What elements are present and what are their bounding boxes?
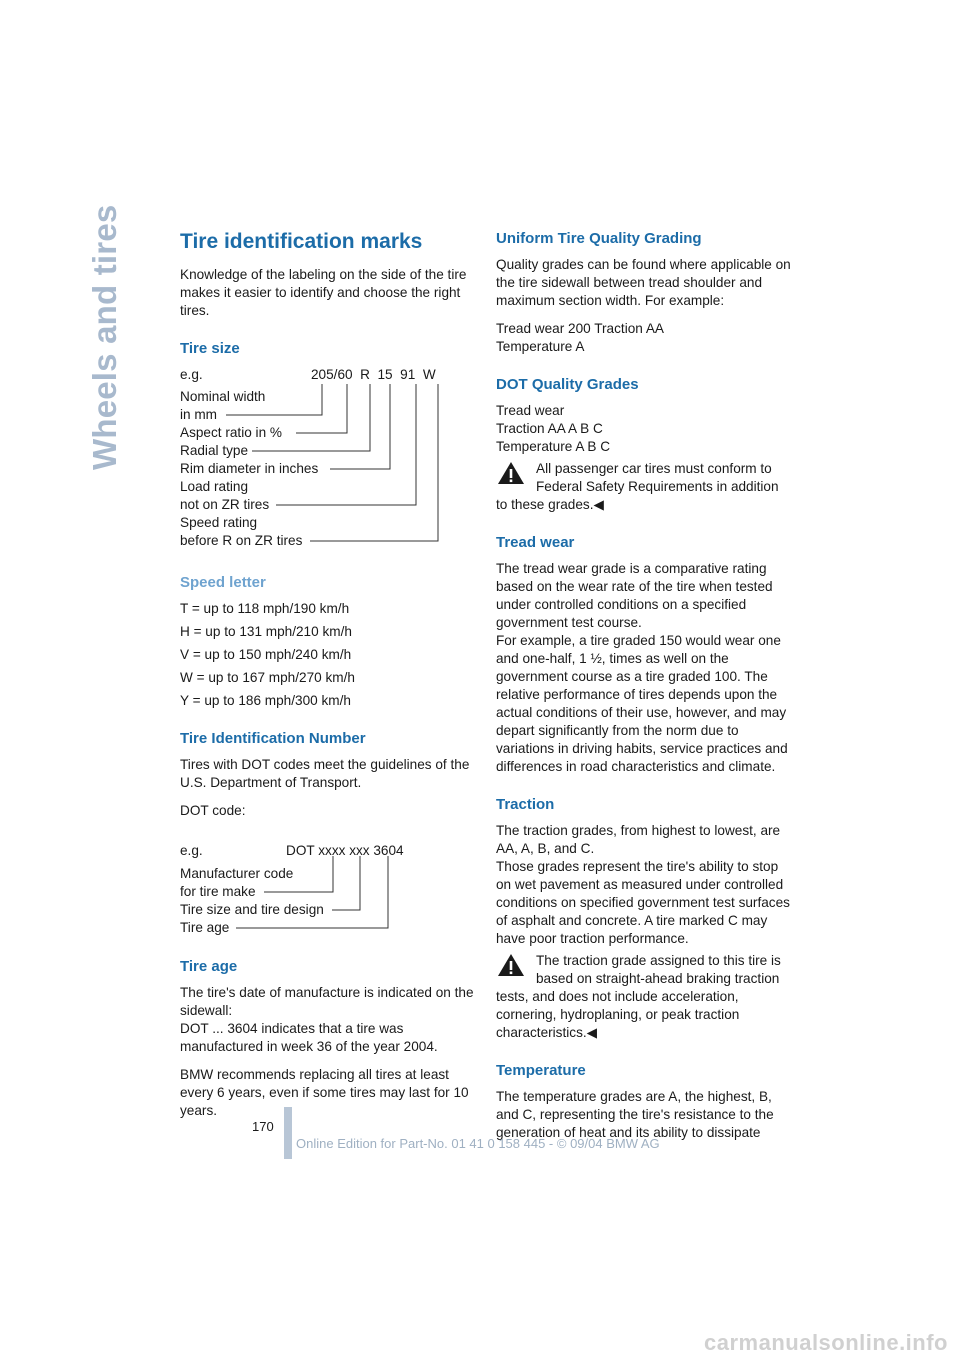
tin-heading: Tire Identification Number bbox=[180, 730, 366, 747]
tin-text: Tires with DOT codes meet the guidelines of the U.S. Department of Transport. bbox=[180, 757, 470, 790]
label-radial-type: Radial type bbox=[180, 443, 249, 458]
intro-text: Knowledge of the labeling on the side of the tire makes it easier to identify and choose the right tires. bbox=[180, 267, 467, 318]
footer-bar bbox=[284, 1107, 292, 1159]
label-speed-rating: Speed rating bbox=[180, 515, 258, 530]
label-load-rating: Load rating bbox=[180, 479, 249, 494]
footer-edition: Online Edition for Part-No. 01 41 0 158 445 - © 09/04 BMW AG bbox=[296, 1136, 660, 1151]
label-in-mm: in mm bbox=[180, 407, 218, 422]
tire-age-p1b: DOT ... 3604 indicates that a tire was manufactured in week 36 of the year 2004. bbox=[180, 1021, 438, 1054]
dot-grades-warning-text: All passenger car tires must conform to Federal Safety Requirements in addition bbox=[536, 461, 779, 494]
label-for-tire-make: for tire make bbox=[180, 884, 256, 899]
tire-size-eg: e.g. bbox=[180, 367, 203, 382]
tread-wear-text-2: For example, a tire graded 150 would wear one and one-half, 1 ½, times as well on the government course as a tire graded 100. The relative performance of tires depends upon the actual conditions of their use, however, and may depart significantly from the norm due to variations in driving habits, service practices and differences in road characteristics and climate. bbox=[496, 633, 788, 774]
warning-icon bbox=[496, 460, 526, 486]
watermark: carmanualsonline.info bbox=[704, 1330, 948, 1355]
label-not-on-zr: not on ZR tires bbox=[180, 497, 270, 512]
utqg-example-1: Tread wear 200 Traction AA bbox=[496, 321, 664, 336]
traction-heading: Traction bbox=[496, 796, 555, 813]
label-nominal-width: Nominal width bbox=[180, 389, 266, 404]
left-column bbox=[180, 230, 476, 1130]
label-tire-size-design: Tire size and tire design bbox=[180, 902, 324, 917]
tire-age-heading: Tire age bbox=[180, 958, 238, 975]
page-title: Tire identification marks bbox=[180, 230, 423, 253]
temperature-text: The temperature grades are A, the highest, B, and C, representing the tire's resistance to the generation of heat and its ability to dissipate bbox=[496, 1089, 774, 1140]
tread-wear-heading: Tread wear bbox=[496, 534, 575, 551]
tire-age-p2: BMW recommends replacing all tires at least every 6 years, even if some tires may last for 10 years. bbox=[180, 1067, 469, 1118]
dot-code-eg: e.g. bbox=[180, 843, 203, 858]
dot-grades-warning bbox=[496, 460, 792, 514]
speed-letter-heading: Speed letter bbox=[180, 574, 266, 591]
speed-letter-w: W = up to 167 mph/270 km/h bbox=[180, 670, 355, 685]
dot-grades-line-1: Tread wear bbox=[496, 403, 565, 418]
speed-letter-t: T = up to 118 mph/190 km/h bbox=[180, 601, 350, 616]
side-tab-label: Wheels and tires bbox=[86, 204, 123, 470]
dot-grades-line-3: Temperature A B C bbox=[496, 439, 611, 454]
page-number: 170 bbox=[252, 1119, 274, 1134]
traction-warning-end: tests, and does not include acceleration, cornering, hydroplaning, or peak traction characteristics.◀ bbox=[496, 989, 740, 1040]
dot-grades-line-2: Traction AA A B C bbox=[496, 421, 603, 436]
traction-text: The traction grades, from highest to lowest, are AA, A, B, and C. bbox=[496, 823, 781, 856]
dot-code-value: DOT xxxx xxx 3604 bbox=[286, 843, 404, 858]
traction-warning bbox=[496, 952, 792, 1042]
traction-text-2: Those grades represent the tire's ability to stop on wet pavement as measured under controlled conditions on specified government test surfaces of asphalt and concrete. A tire marked C may have poor traction performance. bbox=[496, 859, 790, 946]
tire-size-heading: Tire size bbox=[180, 340, 240, 357]
label-tire-age: Tire age bbox=[180, 920, 230, 935]
dot-grades-heading: DOT Quality Grades bbox=[496, 376, 639, 393]
utqg-text: Quality grades can be found where applicable on the tire sidewall between tread shoulder and maximum section width. For example: bbox=[496, 257, 791, 308]
utqg-heading: Uniform Tire Quality Grading bbox=[496, 230, 702, 247]
traction-warning-text: The traction grade assigned to this tire is based on straight-ahead braking traction bbox=[536, 953, 781, 986]
dot-code-diagram bbox=[180, 842, 476, 938]
speed-letter-v: V = up to 150 mph/240 km/h bbox=[180, 647, 352, 662]
label-aspect-ratio: Aspect ratio in % bbox=[180, 425, 282, 440]
dot-grades-warning-end: to these grades.◀ bbox=[496, 497, 604, 512]
right-column bbox=[496, 230, 792, 1152]
label-before-r: before R on ZR tires bbox=[180, 533, 303, 548]
speed-letter-y: Y = up to 186 mph/300 km/h bbox=[180, 693, 351, 708]
tire-age-p1: The tire's date of manufacture is indicated on the sidewall: bbox=[180, 985, 474, 1018]
section-side-tab bbox=[86, 160, 156, 580]
label-manufacturer-code: Manufacturer code bbox=[180, 866, 294, 881]
warning-icon bbox=[496, 952, 526, 978]
temperature-heading: Temperature bbox=[496, 1062, 586, 1079]
tire-size-diagram bbox=[180, 366, 476, 554]
speed-letter-h: H = up to 131 mph/210 km/h bbox=[180, 624, 352, 639]
dot-code-label: DOT code: bbox=[180, 803, 246, 818]
tread-wear-text: The tread wear grade is a comparative rating based on the wear rate of the tire when tested under controlled conditions on a specified government test course. bbox=[496, 561, 773, 630]
utqg-example-2: Temperature A bbox=[496, 339, 585, 354]
tire-size-code: 205/60 R 15 91 W bbox=[311, 367, 436, 382]
label-rim-diameter: Rim diameter in inches bbox=[180, 461, 319, 476]
